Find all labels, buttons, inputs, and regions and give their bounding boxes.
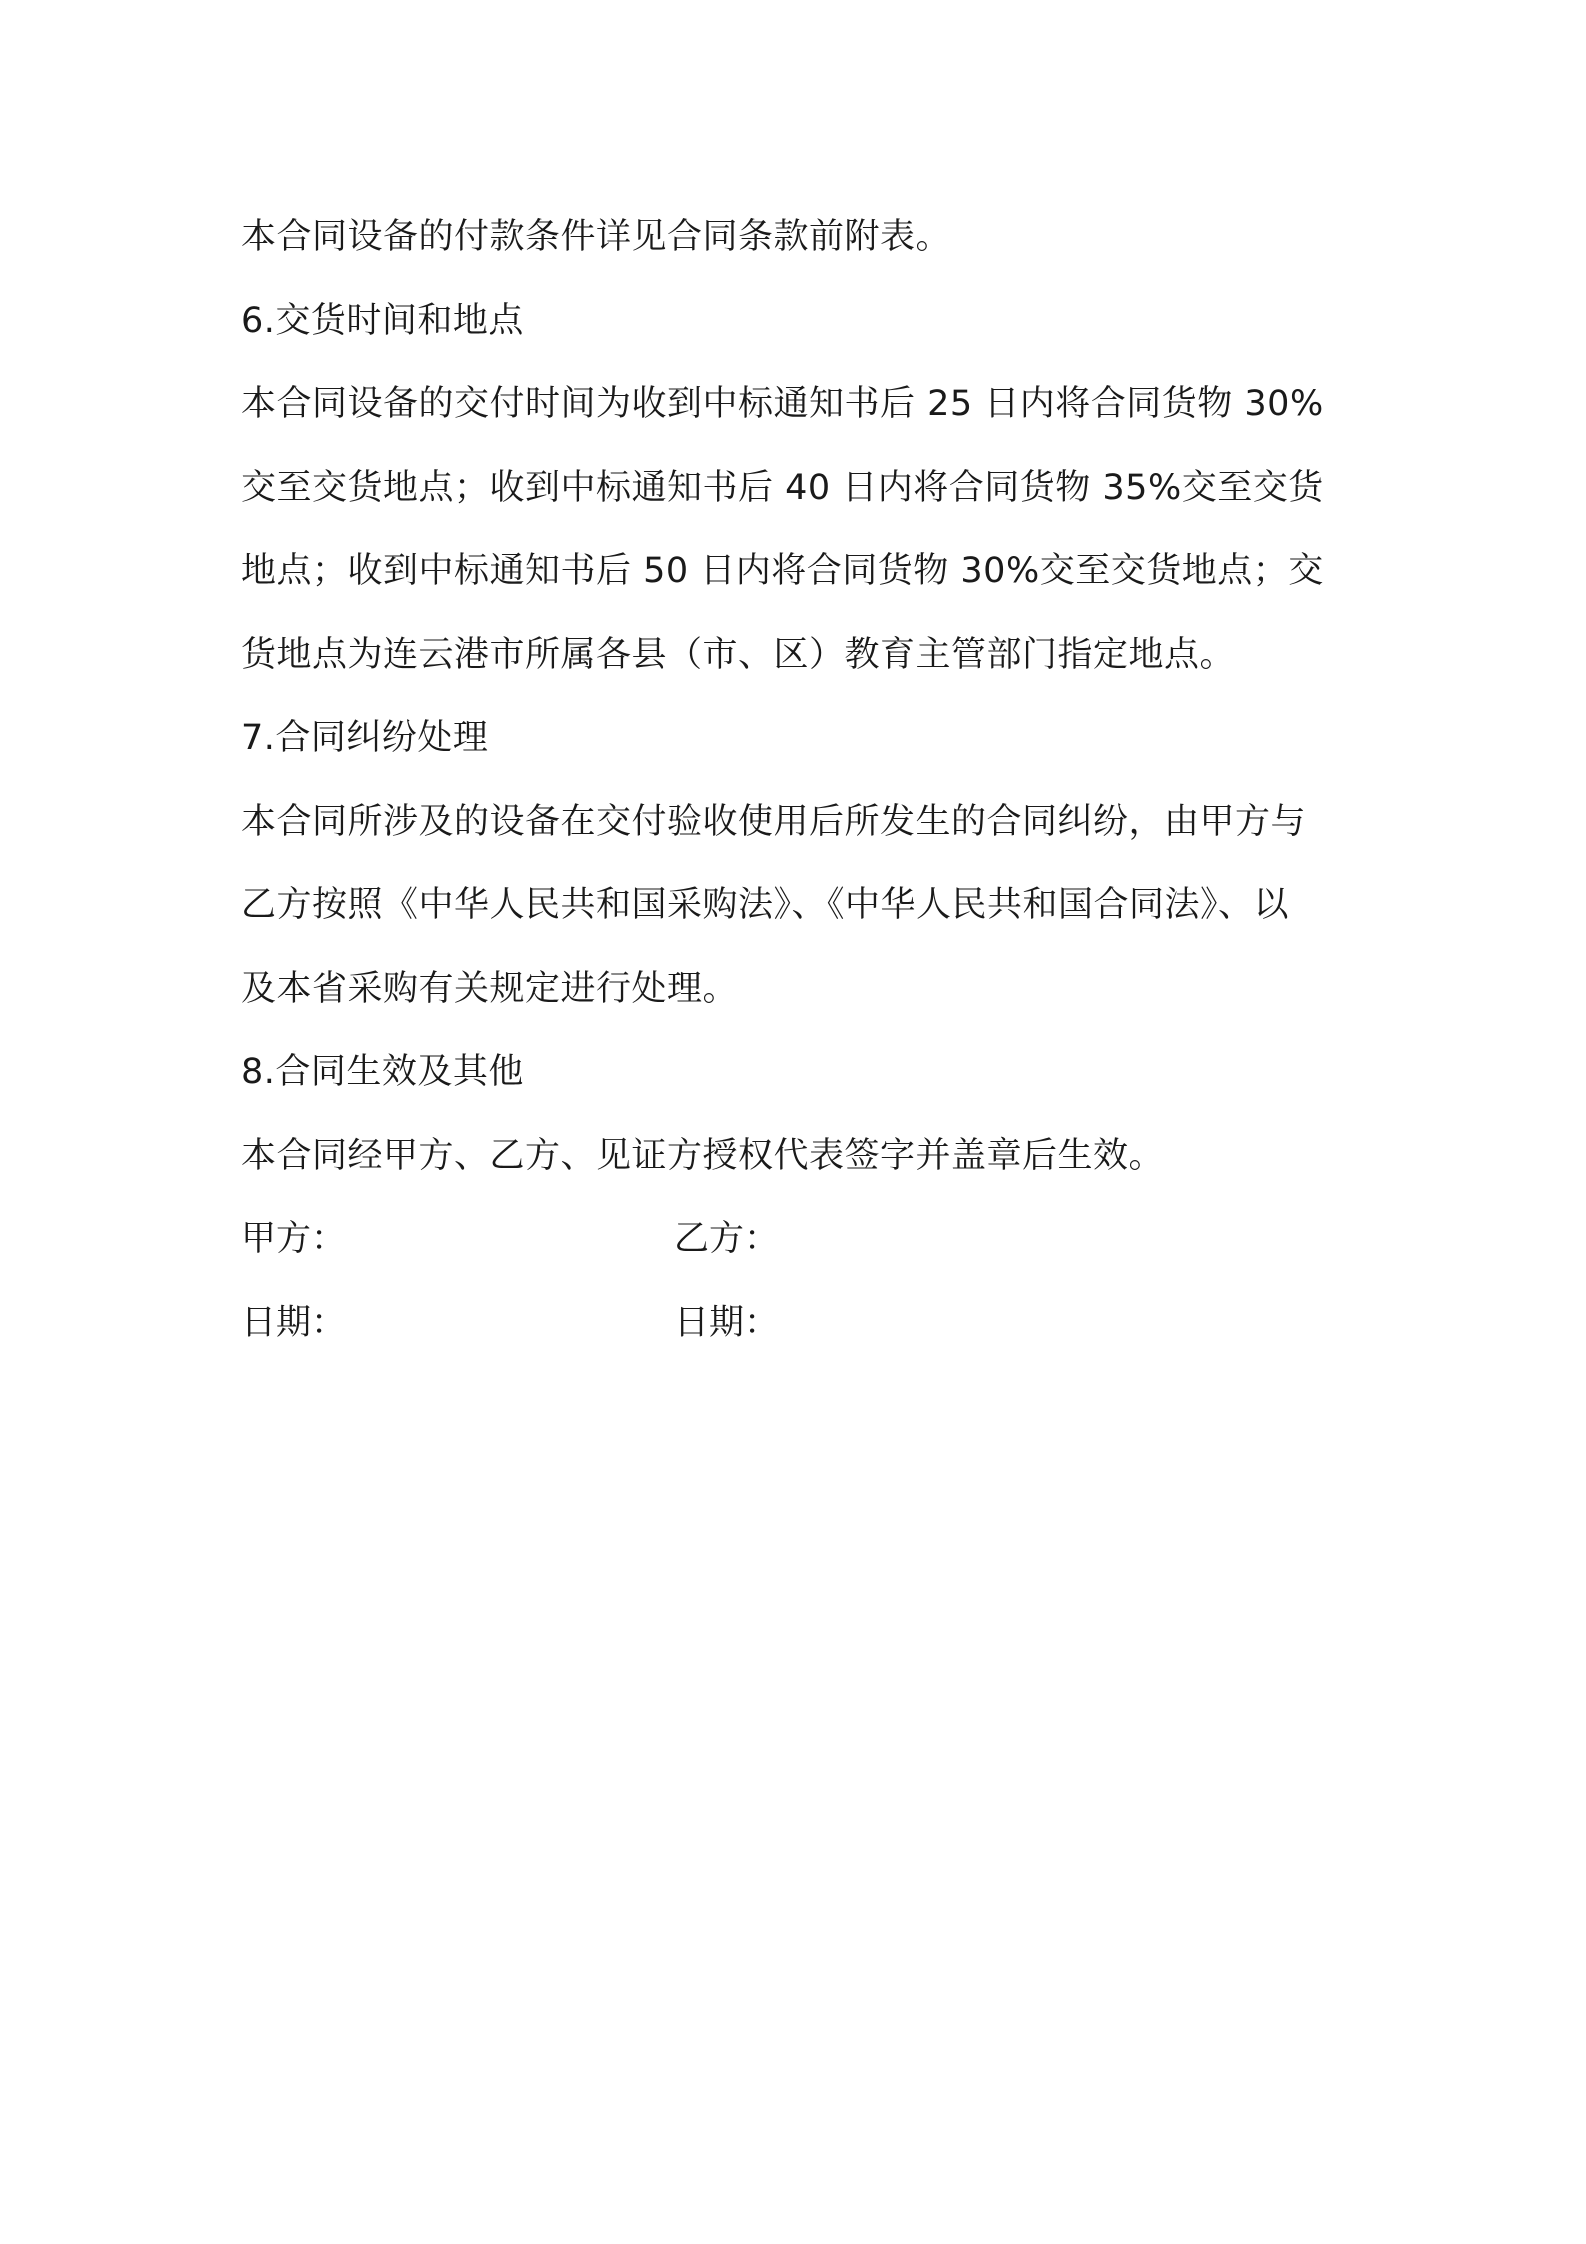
signature-date-row	[241, 1282, 1361, 1366]
payment-terms-paragraph	[241, 196, 1361, 280]
party-b-label: 乙方：	[674, 1219, 780, 1259]
date-a-label: 日期：	[241, 1302, 347, 1343]
delivery-paragraph	[241, 363, 1361, 697]
signature-party-row	[241, 1198, 1361, 1282]
paragraph-line: 乙方按照《中华人民共和国采购法》、《中华人民共和国合同法》、以	[241, 885, 1290, 925]
party-a-label: 甲方：	[241, 1219, 347, 1259]
section-heading-effectiveness: 8.合同生效及其他	[241, 1052, 524, 1092]
paragraph-line: 及本省采购有关规定进行处理。	[241, 968, 739, 1009]
section-heading-dispute: 7.合同纠纷处理	[241, 718, 489, 758]
document-body	[241, 196, 1361, 1365]
date-b-label: 日期：	[674, 1302, 780, 1343]
effectiveness-paragraph	[241, 1115, 1361, 1199]
paragraph-line: 本合同所涉及的设备在交付验收使用后所发生的合同纠纷，由甲方与	[241, 801, 1307, 842]
paragraph-line: 本合同设备的付款条件详见合同条款前附表。	[241, 217, 952, 257]
paragraph-line: 地点；收到中标通知书后 50 日内将合同货物 30%交至交货地点；交	[241, 551, 1324, 591]
paragraph-line: 本合同设备的交付时间为收到中标通知书后 25 日内将合同货物 30%	[241, 384, 1324, 424]
paragraph-line: 本合同经甲方、乙方、见证方授权代表签字并盖章后生效。	[241, 1135, 1165, 1176]
dispute-paragraph	[241, 781, 1361, 1032]
paragraph-line: 交至交货地点；收到中标通知书后 40 日内将合同货物 35%交至交货	[241, 467, 1324, 508]
paragraph-line: 货地点为连云港市所属各县（市、区）教育主管部门指定地点。	[241, 634, 1236, 675]
section-heading-delivery: 6.交货时间和地点	[241, 300, 524, 341]
